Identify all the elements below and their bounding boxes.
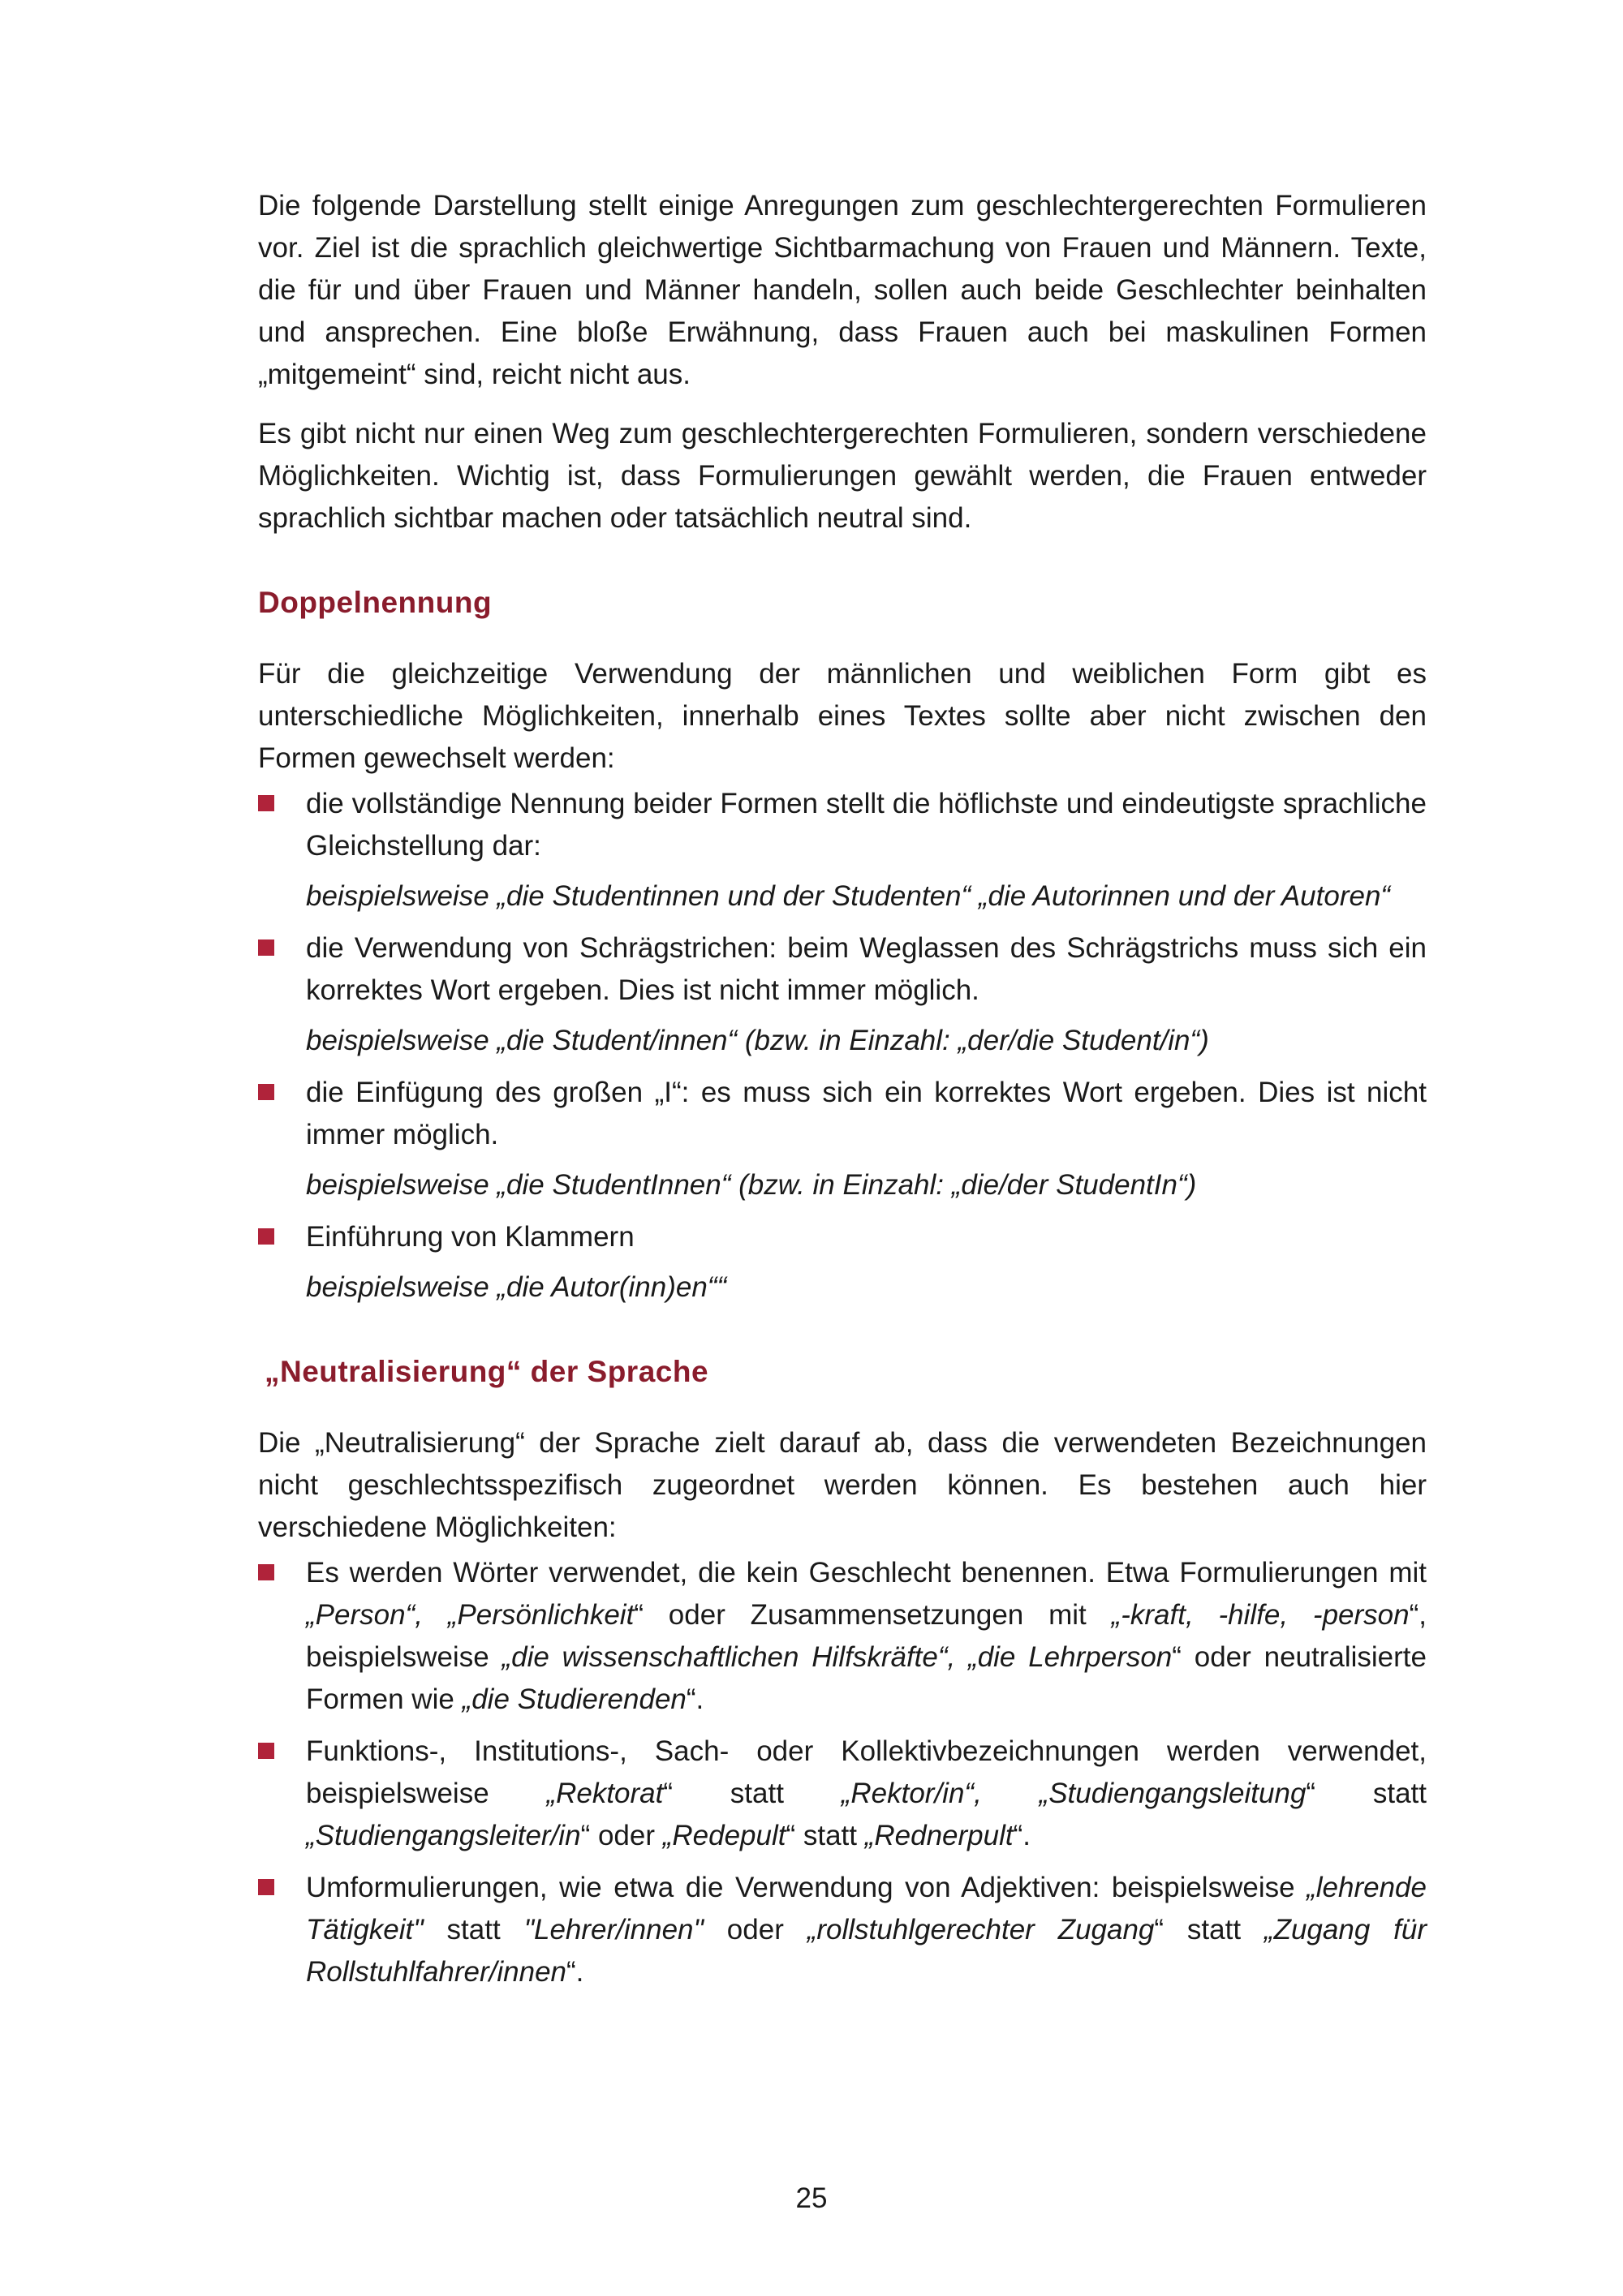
italic-run: "Lehrer/innen" (523, 1914, 704, 1946)
neutralisierung-intro: Die „Neutralisierung“ der Sprache zielt darauf ab, dass die verwendeten Bezeichnungen nicht geschlechtsspezifisch zugeordnet werden können. Es bestehen auch hier verschiedene Möglichkeiten: (258, 1427, 1427, 1543)
text-run: “ statt (786, 1820, 865, 1851)
square-bullet-icon (258, 1743, 274, 1759)
italic-run: „-kraft, -hilfe, -person (1111, 1599, 1410, 1631)
text-run: “. (1013, 1820, 1031, 1851)
square-bullet-icon (258, 795, 274, 811)
text-run: oder (703, 1914, 807, 1946)
list-item-example: beispielsweise „die Autor(inn)en““ (306, 1271, 727, 1303)
neutralisierung-list (258, 1552, 1427, 1993)
doppelnennung-list (258, 783, 1427, 1309)
square-bullet-icon (258, 1564, 274, 1580)
list-item-text: die Verwendung von Schrägstrichen: beim Weglassen des Schrägstrichs muss sich ein korrektes Wort ergeben. Dies ist nicht immer möglich. (306, 932, 1427, 1006)
list-item-text: Einführung von Klammern (306, 1221, 635, 1253)
square-bullet-icon (258, 939, 274, 956)
list-item-text: die vollständige Nennung beider Formen stellt die höflichste und eindeutigste sprachliche Gleichstellung dar: (306, 788, 1427, 862)
list-item-text (306, 1731, 1427, 1857)
text-run: Funktions-, Institutions-, Sach- oder Kollektivbezeichnungen werden verwendet, beispielsweise (306, 1735, 1427, 1809)
italic-run: „Rednerpult (864, 1820, 1014, 1851)
text-run: “. (686, 1683, 704, 1715)
list-item-example: beispielsweise „die Student/innen“ (bzw. in Einzahl: „der/die Student/in“) (306, 1025, 1209, 1056)
text-run: “, beispielsweise (306, 1599, 1427, 1673)
italic-run: „rollstuhlgerechter Zugang (807, 1914, 1155, 1946)
heading-doppelnennung: Doppelnennung (258, 586, 493, 619)
italic-run: „Redepult (662, 1820, 786, 1851)
intro-paragraph-1: Die folgende Darstellung stellt einige Anregungen zum geschlechtergerechten Formulieren vor. Ziel ist die sprachlich gleichwertige Sichtbarmachung von Frauen und Männern. Texte, die für und über Frauen und Männer handeln, sollen auch beide Geschlechter beinhalten und ansprechen. Eine bloße Erwähnung, dass Frauen auch bei maskulinen Formen „mitgemeint“ sind, reicht nicht aus. (258, 190, 1427, 390)
list-item (258, 1072, 1427, 1206)
square-bullet-icon (258, 1879, 274, 1895)
text-run: “ oder neutralisierte Formen wie (306, 1641, 1427, 1715)
text-run: “ oder (580, 1820, 663, 1851)
italic-run: „die wissenschaftlichen Hilfskräfte“, „die Lehrperson (502, 1641, 1173, 1673)
list-item-example: beispielsweise „die Studentinnen und der Studenten“ „die Autorinnen und der Autoren“ (306, 880, 1391, 912)
italic-run: „Studiengangsleiter/in (306, 1820, 581, 1851)
page-content (258, 185, 1427, 2003)
text-run: Umformulierungen, wie etwa die Verwendung von Adjektiven: beispielsweise (306, 1872, 1307, 1903)
text-run: “ oder Zusammensetzungen mit (634, 1599, 1112, 1631)
square-bullet-icon (258, 1084, 274, 1100)
italic-run: „Person“, „Persönlichkeit (306, 1599, 635, 1631)
text-run: statt (423, 1914, 524, 1946)
list-item (258, 1552, 1427, 1721)
italic-run: „lehrende Tätigkeit" (306, 1872, 1427, 1946)
list-item (258, 1867, 1427, 1993)
italic-run: „die Studierenden (462, 1683, 687, 1715)
square-bullet-icon (258, 1228, 274, 1245)
list-item (258, 927, 1427, 1062)
list-item-example: beispielsweise „die StudentInnen“ (bzw. in Einzahl: „die/der StudentIn“) (306, 1169, 1197, 1201)
intro-paragraph-2: Es gibt nicht nur einen Weg zum geschlechtergerechten Formulieren, sondern verschiedene Möglichkeiten. Wichtig ist, dass Formulierungen gewählt werden, die Frauen entweder sprachlich sichtbar machen oder tatsächlich neutral sind. (258, 418, 1427, 534)
page-number: 25 (795, 2182, 828, 2214)
text-run: “ statt (1306, 1778, 1427, 1809)
list-item (258, 1731, 1427, 1857)
italic-run: „Rektorat (546, 1778, 664, 1809)
list-item-text (306, 1552, 1427, 1721)
italic-run: „Rektor/in“, „Studiengangsleitung (841, 1778, 1307, 1809)
list-item (258, 783, 1427, 918)
list-item (258, 1216, 1427, 1309)
list-item-text: die Einfügung des großen „I“: es muss sich ein korrektes Wort ergeben. Dies ist nicht immer möglich. (306, 1077, 1427, 1150)
text-run: Es werden Wörter verwendet, die kein Geschlecht benennen. Etwa Formulierungen mit (306, 1557, 1427, 1589)
heading-neutralisierung: „Neutralisierung“ der Sprache (265, 1355, 709, 1388)
text-run: “ statt (663, 1778, 842, 1809)
italic-run: „Zugang für Rollstuhlfahrer/innen (306, 1914, 1427, 1988)
text-run: “. (566, 1956, 584, 1988)
text-run: “ statt (1154, 1914, 1264, 1946)
list-item-text (306, 1867, 1427, 1993)
doppelnennung-intro: Für die gleichzeitige Verwendung der männlichen und weiblichen Form gibt es unterschiedliche Möglichkeiten, innerhalb eines Textes sollte aber nicht zwischen den Formen gewechselt werden: (258, 658, 1427, 774)
